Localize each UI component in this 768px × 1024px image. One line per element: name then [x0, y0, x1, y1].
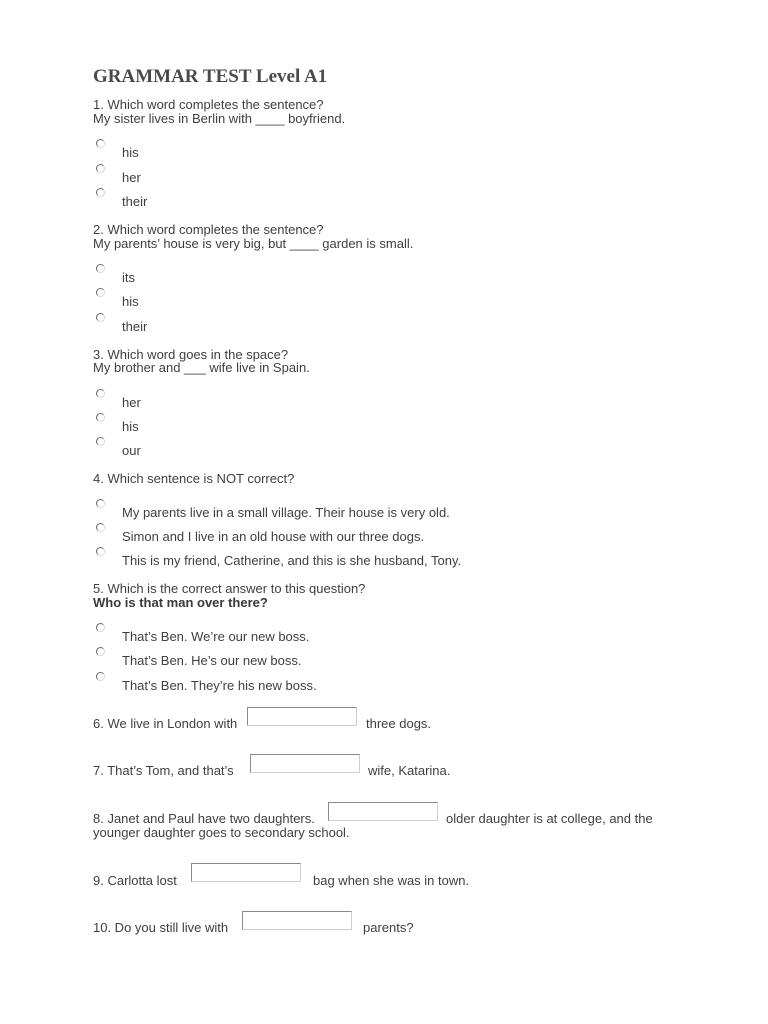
question-1-option-their[interactable]: their: [122, 194, 148, 209]
question-8-answer-field[interactable]: [328, 802, 438, 821]
question-8-after-line2: younger daughter goes to secondary school.: [93, 825, 350, 840]
question-8-after: older daughter is at college, and the: [446, 811, 653, 826]
question-4-radio-b[interactable]: [96, 523, 105, 532]
question-3-radio-our[interactable]: [96, 437, 105, 446]
question-4-option-a[interactable]: My parents live in a small village. Their house is very old.: [122, 505, 450, 520]
question-2-sentence: My parents’ house is very big, but ____ garden is small.: [93, 236, 414, 251]
question-2-option-its[interactable]: its: [122, 270, 135, 285]
question-1-option-his[interactable]: his: [122, 145, 139, 160]
question-7-answer-field[interactable]: [250, 754, 360, 773]
question-9-after: bag when she was in town.: [313, 873, 470, 888]
question-10-after: parents?: [363, 920, 414, 935]
question-1-prompt: 1. Which word completes the sentence?: [93, 97, 324, 112]
question-5-option-a[interactable]: That’s Ben. We’re our new boss.: [122, 629, 310, 644]
question-5-option-c[interactable]: That’s Ben. They’re his new boss.: [122, 678, 317, 693]
question-6-answer-field[interactable]: [247, 707, 357, 726]
question-3-radio-her[interactable]: [96, 389, 105, 398]
question-5-radio-b[interactable]: [96, 647, 105, 656]
question-5-radio-a[interactable]: [96, 623, 105, 632]
question-2-option-his[interactable]: his: [122, 294, 139, 309]
question-3-option-his[interactable]: his: [122, 419, 139, 434]
question-9-before: 9. Carlotta lost: [93, 873, 177, 888]
question-5-prompt: 5. Which is the correct answer to this question?: [93, 581, 366, 596]
question-3-option-her[interactable]: her: [122, 395, 141, 410]
question-1-option-her[interactable]: her: [122, 170, 141, 185]
question-4-option-b[interactable]: Simon and I live in an old house with our three dogs.: [122, 529, 425, 544]
question-5-sentence: Who is that man over there?: [93, 595, 268, 610]
question-6-after: three dogs.: [366, 716, 432, 731]
question-5-radio-c[interactable]: [96, 672, 105, 681]
question-4-option-c[interactable]: This is my friend, Catherine, and this is she husband, Tony.: [122, 553, 462, 568]
question-1-radio-his[interactable]: [96, 139, 105, 148]
question-9-answer-field[interactable]: [191, 863, 301, 882]
question-1-radio-their[interactable]: [96, 188, 105, 197]
question-10-before: 10. Do you still live with: [93, 920, 229, 935]
question-3-prompt: 3. Which word goes in the space?: [93, 347, 289, 362]
question-10-answer-field[interactable]: [242, 911, 352, 930]
question-8-before: 8. Janet and Paul have two daughters.: [93, 811, 315, 826]
question-4-radio-c[interactable]: [96, 547, 105, 556]
question-2-prompt: 2. Which word completes the sentence?: [93, 222, 324, 237]
question-3-option-our[interactable]: our: [122, 443, 141, 458]
question-7-after: wife, Katarina.: [368, 763, 451, 778]
question-3-radio-his[interactable]: [96, 413, 105, 422]
question-2-radio-his[interactable]: [96, 288, 105, 297]
question-6-before: 6. We live in London with: [93, 716, 238, 731]
question-5-option-b[interactable]: That’s Ben. He’s our new boss.: [122, 653, 302, 668]
question-4-prompt: 4. Which sentence is NOT correct?: [93, 471, 295, 486]
question-2-option-their[interactable]: their: [122, 319, 148, 334]
question-4-radio-a[interactable]: [96, 499, 105, 508]
question-2-radio-its[interactable]: [96, 264, 105, 273]
question-1-sentence: My sister lives in Berlin with ____ boyfriend.: [93, 111, 346, 126]
question-7-before: 7. That’s Tom, and that’s: [93, 763, 234, 778]
question-2-radio-their[interactable]: [96, 313, 105, 322]
question-1-radio-her[interactable]: [96, 164, 105, 173]
page-title: GRAMMAR TEST Level A1: [93, 66, 328, 87]
question-3-sentence: My brother and ___ wife live in Spain.: [93, 360, 310, 375]
